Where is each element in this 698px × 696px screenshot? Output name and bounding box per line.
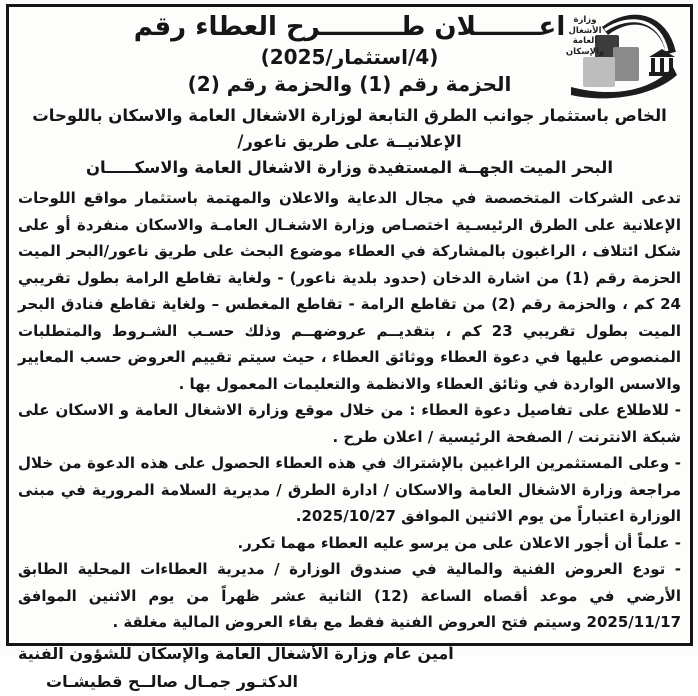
tender-subject-line: الخاص باستثمار جوانب الطرق التابعة لوزارة الاشغال العامة والاسكان باللوحات الإعلانيــة على طريق ناعور/ [32, 106, 667, 151]
tender-subject [18, 103, 681, 181]
tender-subject-line: البحر الميت الجهــة المستفيدة وزارة الاشغال العامة والاسكـــــان [85, 158, 614, 177]
ministry-name-line: العامة [572, 36, 598, 46]
tender-packages: الحزمة رقم (1) والحزمة رقم (2) [187, 72, 512, 96]
paragraph-obtain-invitation: - وعلى المستثمرين الراغبين بالإشتراك في هذه العطاء الحصول على هذه الدعوة من خلال مراجعة وزارة الاشغال العامة والاسكان / ادارة الطرق / مديرية السلامة المرورية في مبنى الوزارة اعتباراً من يوم الاثنين الموافق 2025/10/27. [18, 454, 681, 525]
announcement-header [18, 11, 681, 101]
signatory-name: الدكتـور جمـال صالــح قطيشـات [46, 671, 298, 691]
ministry-name-line: وزارة [573, 15, 597, 25]
paragraph-details-website: - للاطلاع على تفاصيل دعوة العطاء : من خلال موقع وزارة الاشغال العامة و الاسكان على شبكة الانترنت / الصفحة الرئيسية / اعلان طرح . [18, 401, 681, 446]
ministry-logo-text [565, 15, 605, 57]
announcement-border-frame [6, 4, 693, 691]
tender-title: اعـــــــلان طـــــــــرح العطاء رقم [133, 12, 566, 42]
ministry-name-line: الأشغال [568, 25, 602, 36]
paragraph-submission-deadline: - تودع العروض الفنية والمالية في صندوق الوزارة / مديرية العطاءات المحلية الطابق الأرضي في موعد أقصاه الساعة (12) الثانية عشر ظهراً من يوم الاثنين الموافق 2025/11/17 وسيتم فتح العروض الفنية فقط مع بقاء العروض المالية مغلقة . [18, 560, 682, 631]
paragraph-invitation: تدعى الشركات المتخصصة في مجال الدعاية والاعلان والمهتمة باستثمار مواقع اللوحات الإعلانية على الطرق الرئيسـية اختصـاص وزارة الاشغـال العامـة والاسكان منفردة أو على شكل ائتلاف ، الراغبون بالمشاركة في العطاء موضوع البحث على طريق ناعور/البحر الميت الحزمة رقم (1) من اشارة الدخان (حدود بلدية ناعور) - ولغاية تقاطع الرامة بطول تقريبي 24 كم ، والحزمة رقم (2) من تقاطع الرامة - تقاطع المغطس – ولغاية تقاطع فنادق البحر الميت بطول تقريبي 23 كم ، بتقديــم عروضهــم وذلك حسـب الشـروط والمتطلبات المنصوص عليها في دعوة العطاء ووثائق العطاء ، حيث سيتم تقييم العروض حسب المعايير والاسس الواردة في وثائق العطاء والانظمة والتعليمات المعمول بها . [18, 189, 681, 393]
paragraph-advertising-fees: - علماً أن أجور الاعلان على من يرسو عليه العطاء مهما تكرر. [237, 533, 681, 552]
ministry-logo [565, 11, 683, 99]
tender-number: (4/استثمار/2025) [260, 45, 439, 69]
signature-block [18, 640, 681, 696]
announcement-body [18, 185, 681, 636]
ministry-name-line: والإسكان [565, 46, 605, 57]
signatory-title: أمين عام وزارة الأشغال العامة والإسكان للشؤون الفنية [18, 643, 454, 663]
